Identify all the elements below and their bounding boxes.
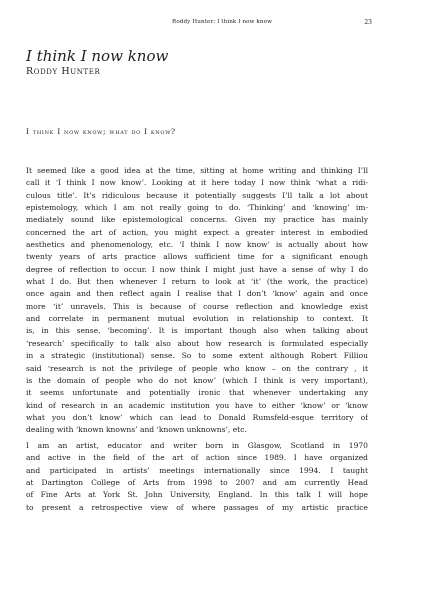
paragraph-1	[26, 165, 368, 437]
text-line: kind of research in an academic institution you have to either ‘know’ or ‘know	[26, 400, 368, 410]
page-number: 23	[364, 19, 372, 26]
running-header: Roddy Hunter: I think I now know	[172, 19, 272, 25]
text-line: concerned the art of action, you might expect a greater interest in embodied	[26, 227, 368, 237]
text-line: and correlate in permanent mutual evolution in relationship to context. It	[26, 314, 368, 324]
text-line: is the domain of people who do not know’ (which I think is very important),	[26, 375, 368, 385]
text-line: to present a retrospective view of where passages of my artistic practice	[26, 502, 368, 512]
text-line: at Dartington College of Arts from 1998 to 2007 and am currently Head	[26, 478, 368, 488]
text-line: it seems unfortunate and potentially ironic that whenever undertaking any	[26, 388, 368, 398]
article-title: I think I now know	[26, 47, 169, 65]
text-line: and active in the field of the art of action since 1989. I have organized	[26, 453, 368, 463]
text-line: said ‘research is not the privilege of people who know – on the contrary , it	[26, 363, 368, 373]
article-author: Roddy Hunter	[26, 66, 101, 77]
text-line: once again and then reflect again I realise that I don’t ‘know’ again and once	[26, 289, 368, 299]
text-line: It seemed like a good idea at the time, sitting at home writing and thinking I’ll	[26, 166, 368, 175]
text-line: what you don’t know’ which can lead to Donald Rumsfeld-esque territory of	[26, 412, 368, 422]
text-line: call it ‘I think I now know’. Looking at it here today I now think ‘what a ridi-	[26, 178, 368, 188]
section-heading: I think I now know; what do I know?	[26, 127, 176, 136]
text-line: twenty years of arts practice allows sufficient time for a significant enough	[26, 252, 368, 262]
body-text	[26, 165, 368, 514]
text-line: I am an artist, educator and writer born in Glasgow, Scotland in 1970	[26, 441, 368, 451]
text-line: of Fine Arts at York St. John University, England. In this talk I will hope	[26, 490, 368, 500]
text-line: epistemology, which I am not really going to do. ‘Thinking’ and ‘knowing’ im-	[26, 203, 368, 213]
text-line: ‘research’ specifically to talk also about how research is formulated especially	[26, 338, 368, 348]
text-line: is, in this sense, ‘becoming’. It is important though also when talking about	[26, 326, 368, 336]
text-line: what I do. But then whenever I return to look at ‘it’ (the work, the practice)	[26, 277, 368, 287]
text-line: culous title’. It’s ridiculous because it potentially suggests I’ll talk a lot about	[26, 190, 368, 200]
text-line: in a strategic (institutional) sense. So to some extent although Robert Filliou	[26, 351, 368, 361]
text-line: degree of reflection to occur. I now think I might just have a sense of why I do	[26, 264, 368, 274]
text-line: mediately sound like epistemological concerns. Given my practice has mainly	[26, 215, 368, 225]
text-line: aesthetics and phenomenology, etc. ‘I think I now know’ is actually about how	[26, 240, 368, 250]
text-line: more ‘it’ unravels. This is because of course reflection and knowledge exist	[26, 301, 368, 311]
text-line: and participated in artists’ meetings internationally since 1994. I taught	[26, 465, 368, 475]
paragraph-2	[26, 440, 368, 514]
text-line: dealing with ‘known knowns’ and ‘known unknowns’, etc.	[26, 425, 247, 435]
